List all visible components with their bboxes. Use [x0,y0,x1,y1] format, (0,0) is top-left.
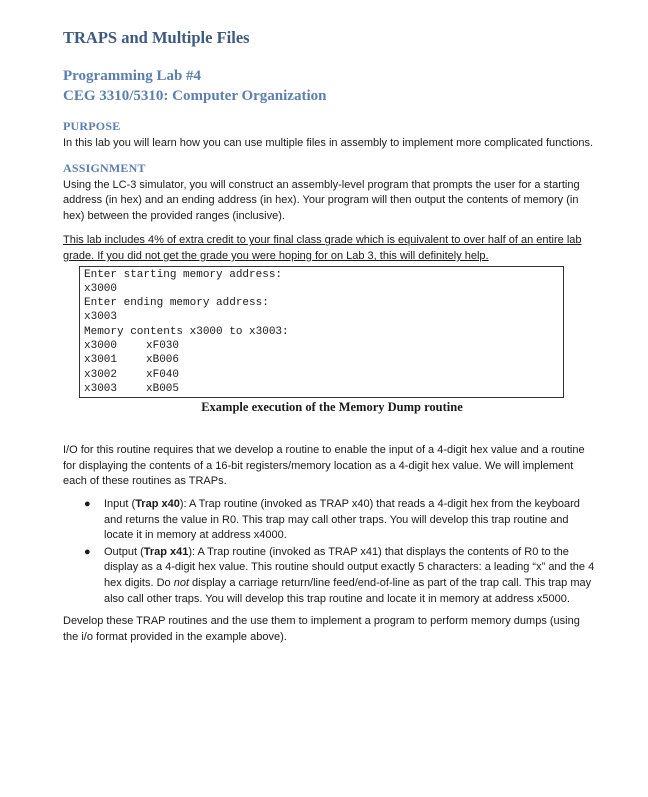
bullet-text: display a carriage return/line feed/end-of-line as part of the trap call. This trap may also call other traps. You will develop this trap routine and locate it in memory at address x5000. [104,576,592,605]
list-item-input-trap [63,497,595,544]
code-line: Enter ending memory address: [84,297,269,310]
code-line: x3003 [84,311,118,324]
document-title: TRAPS and Multiple Files [63,28,250,47]
code-line: Memory contents x3000 to x3003: [84,325,289,338]
trap-name: Trap x41 [143,545,189,558]
trap-name: Trap x40 [135,498,180,511]
bullet-icon: ● [84,545,91,558]
example-output-box [79,266,564,399]
memory-address: x3003 [84,382,118,395]
bullet-text: ): A Trap routine (invoked as TRAP x40) that reads a 4-digit hex from the keyboard and returns the value in R0. This trap may call other traps. You will develop this trap routine and locate it in memory at address x4000. [104,498,580,542]
course-name: CEG 3310/5310: Computer Organization [63,88,327,104]
memory-row [84,353,559,367]
memory-address: x3000 [84,340,118,353]
emphasis-not: not [173,576,189,589]
purpose-text: In this lab you will learn how you can use multiple files in assembly to implement more complicated functions. [63,137,594,149]
memory-address: x3002 [84,368,118,381]
memory-row [84,368,559,382]
extra-credit-note: This lab includes 4% of extra credit to your final class grade which is equivalent to over half of an entire lab grade. If you did not get the grade you were hoping for on Lab 3, this will definitely help. [63,234,582,262]
bullet-icon: ● [84,498,91,511]
trap-list [63,497,595,607]
subtitle-block [63,66,595,106]
final-text: Develop these TRAP routines and the use them to implement a program to perform memory dumps (using the i/o format provided in the example above). [63,615,580,643]
memory-row [84,339,559,353]
code-line: Enter starting memory address: [84,268,283,281]
memory-value: xB006 [146,354,180,367]
example-caption: Example execution of the Memory Dump routine [201,400,463,415]
list-item-output-trap [63,545,595,607]
bullet-label: Input ( [104,498,136,511]
memory-value: xF040 [146,368,180,381]
assignment-heading: ASSIGNMENT [63,160,146,175]
memory-value: xB005 [146,382,180,395]
document-page [63,28,595,645]
purpose-heading: PURPOSE [63,119,121,133]
memory-address: x3001 [84,354,118,367]
memory-value: xF030 [146,340,180,353]
memory-row [84,382,559,396]
code-line: x3000 [84,282,118,295]
bullet-label: Output ( [104,545,144,558]
assignment-text: Using the LC-3 simulator, you will construct an assembly-level program that prompts the user for a starting address (in hex) and an ending address (in hex). Your program will then output the contents of memory (in hex) between the provided ranges (inclusive). [63,178,580,222]
lab-number: Programming Lab #4 [63,68,202,84]
bullet-text: ): A Trap routine (invoked as TRAP x41) that displays the contents of R0 to the display as a 4-digit hex value. This routine should output exactly 5 characters: a leading “x” and the 4 hex digits. Do [104,545,595,589]
io-text: I/O for this routine requires that we develop a routine to enable the input of a 4-digit hex value and a routine for displaying the contents of a 16-bit registers/memory location as a 4-digit hex value. We will implement each of these routines as TRAPs. [63,444,585,488]
